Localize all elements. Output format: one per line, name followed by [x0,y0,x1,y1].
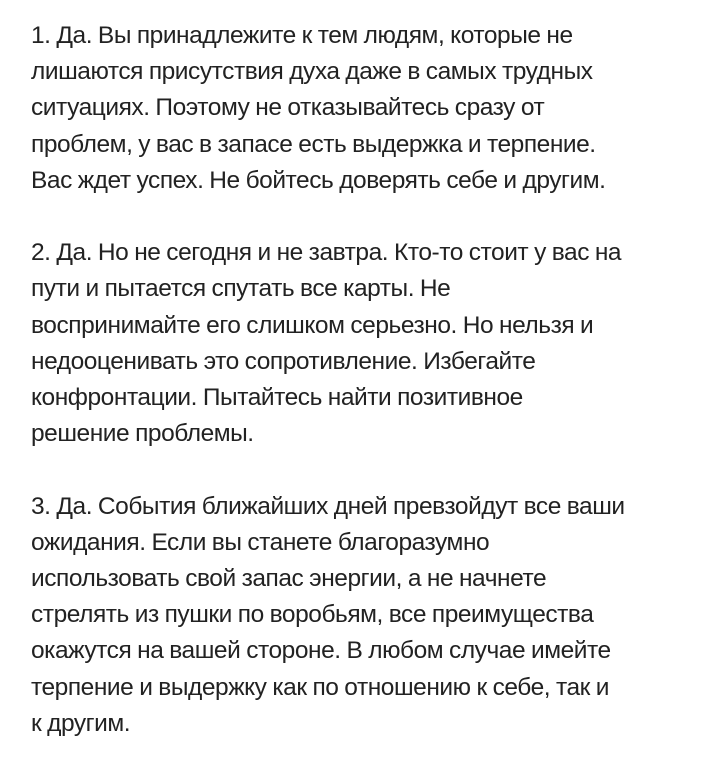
paragraph-line: окажутся на вашей стороне. В любом случае имейте [31,637,611,665]
paragraph-line: стрелять из пушки по воробьям, все преимущества [31,601,594,629]
paragraph-line: конфронтации. Пытайтесь найти позитивное [31,384,523,412]
paragraph-line: проблем, у вас в запасе есть выдержка и терпение. [31,130,596,158]
paragraph-line: 3. Да. События ближайших дней превзойдут все ваши [31,492,625,520]
paragraph-line: Вас ждет успех. Не бойтесь доверять себе и другим. [31,166,606,194]
paragraph-line: решение проблемы. [31,420,254,448]
paragraph-spacer [31,199,696,235]
paragraph-line: лишаются присутствия духа даже в самых трудных [31,58,593,86]
paragraph-line: недооценивать это сопротивление. Избегайте [31,347,536,375]
paragraph-line: 2. Да. Но не сегодня и не завтра. Кто-то стоит у вас на [31,239,622,267]
paragraph-line: пути и пытается спутать все карты. Не [31,275,451,303]
paragraph-line: использовать свой запас энергии, а не начнете [31,565,547,593]
paragraph-line: к другим. [31,709,131,737]
paragraph-line: терпение и выдержку как по отношению к себе, так и [31,673,609,701]
paragraph-line: ожидания. Если вы станете благоразумно [31,528,490,556]
paragraph-3 [31,489,696,742]
paragraph-2 [31,235,696,452]
paragraph-line: 1. Да. Вы принадлежите к тем людям, которые не [31,22,573,49]
paragraph-spacer [31,452,696,488]
paragraph-1 [31,18,696,199]
paragraph-line: воспринимайте его слишком серьезно. Но нельзя и [31,311,594,339]
paragraph-line: ситуациях. Поэтому не отказывайтесь сразу от [31,94,545,122]
